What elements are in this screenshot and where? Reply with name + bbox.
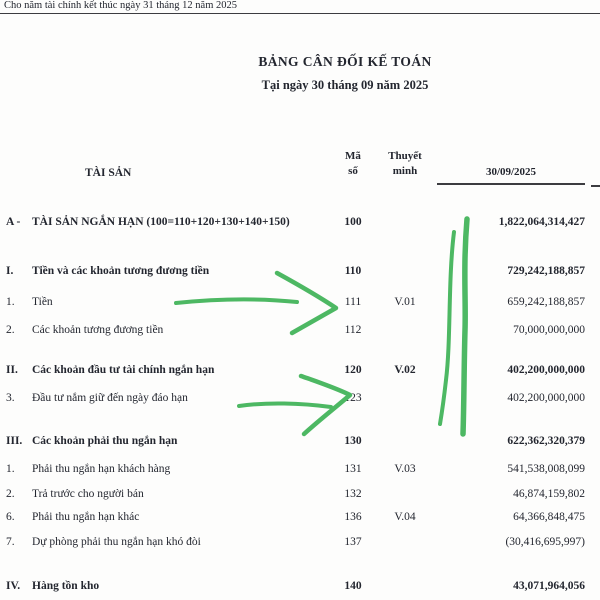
table-row: [0, 427, 600, 455]
row-code: 137: [344, 536, 362, 548]
row-amount: 541,538,008,099: [507, 463, 585, 475]
table-row: [0, 503, 600, 531]
row-prefix: IV.: [6, 580, 21, 592]
row-amount: (30,416,695,997): [505, 536, 585, 548]
row-code: 100: [344, 216, 362, 228]
row-label: Phải thu ngắn hạn khác: [32, 511, 140, 523]
row-prefix: A -: [6, 216, 21, 228]
column-header-code-line1: Mã: [345, 150, 361, 162]
row-note-ref: V.01: [394, 296, 416, 308]
column-header-note-line1: Thuyết: [388, 150, 422, 162]
row-label: TÀI SẢN NGẮN HẠN (100=110+120+130+140+150): [32, 216, 290, 228]
row-amount: 729,242,188,857: [507, 265, 585, 277]
row-prefix: 2.: [6, 324, 15, 336]
row-label: Đầu tư nắm giữ đến ngày đáo hạn: [32, 392, 188, 404]
report-title: BẢNG CÂN ĐỐI KẾ TOÁN: [258, 54, 432, 69]
row-label: Các khoản tương đương tiền: [32, 324, 164, 336]
row-code: 131: [344, 463, 362, 475]
row-amount: 622,362,320,379: [507, 435, 585, 447]
row-prefix: 1.: [6, 296, 15, 308]
row-code: 111: [344, 296, 362, 308]
row-amount: 402,200,000,000: [507, 364, 585, 376]
row-label: Phải thu ngắn hạn khách hàng: [32, 463, 171, 475]
row-label: Tiền và các khoản tương đương tiền: [32, 265, 210, 277]
row-code: 136: [344, 511, 362, 523]
row-prefix: 7.: [6, 536, 15, 548]
row-prefix: III.: [6, 435, 23, 447]
row-prefix: 3.: [6, 392, 15, 404]
row-note-ref: V.02: [394, 364, 416, 376]
row-label: Dự phòng phải thu ngắn hạn khó đòi: [32, 536, 201, 548]
row-amount: 1,822,064,314,427: [498, 216, 585, 228]
column-header-date: 30/09/2025: [437, 166, 585, 185]
row-prefix: 2.: [6, 488, 15, 500]
row-label: Hàng tồn kho: [32, 580, 100, 592]
row-code: 123: [344, 392, 362, 404]
row-prefix: I.: [6, 265, 14, 277]
row-code: 120: [344, 364, 362, 376]
row-prefix: 6.: [6, 511, 15, 523]
row-label: Các khoản đầu tư tài chính ngắn hạn: [32, 364, 215, 376]
row-amount: 70,000,000,000: [513, 324, 585, 336]
row-amount: 402,200,000,000: [507, 392, 585, 404]
row-label: Tiền: [32, 296, 53, 308]
row-label: Các khoản phải thu ngắn hạn: [32, 435, 178, 447]
row-label: Trả trước cho người bán: [32, 488, 144, 500]
table-row: [0, 384, 600, 412]
row-amount: 46,874,159,802: [513, 488, 585, 500]
row-note-ref: V.04: [394, 511, 416, 523]
row-code: 132: [344, 488, 362, 500]
row-code: 140: [344, 580, 362, 592]
column-header-assets: TÀI SẢN: [85, 167, 132, 179]
row-code: 130: [344, 435, 362, 447]
table-row: [0, 572, 600, 600]
table-row: [0, 257, 600, 285]
table-row: [0, 356, 600, 384]
report-date-subtitle: Tại ngày 30 tháng 09 năm 2025: [261, 78, 429, 92]
table-row: [0, 528, 600, 556]
row-code: 110: [344, 265, 362, 277]
column-header-code-line2: số: [348, 165, 358, 177]
row-note-ref: V.03: [394, 463, 416, 475]
table-row: [0, 455, 600, 483]
row-prefix: 1.: [6, 463, 15, 475]
column-header-note-line2: minh: [392, 165, 418, 177]
table-row: [0, 316, 600, 344]
row-prefix: II.: [6, 364, 18, 376]
row-code: 112: [344, 324, 362, 336]
table-row: [0, 208, 600, 236]
row-amount: 43,071,964,056: [513, 580, 585, 592]
table-row: [0, 288, 600, 316]
row-amount: 659,242,188,857: [507, 296, 585, 308]
fiscal-period-note: Cho năm tài chính kết thúc ngày 31 tháng 12 năm 2025: [4, 0, 237, 11]
row-amount: 64,366,848,475: [513, 511, 585, 523]
